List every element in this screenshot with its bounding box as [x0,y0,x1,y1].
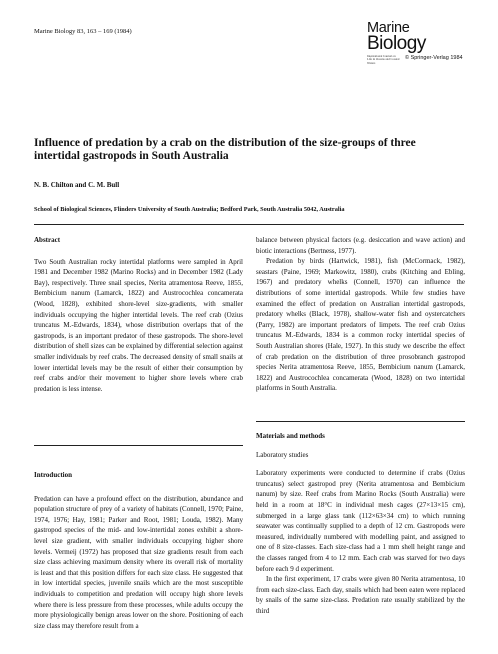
logo-line-1: Marine [367,20,410,36]
introduction-section [34,470,243,631]
abstract-rule [34,445,243,446]
methods-heading: Materials and methods [256,432,325,440]
publisher-line: © Springer-Verlag 1984 [405,55,463,61]
lab-subheading: Laboratory studies [256,450,309,459]
right-column [256,235,465,394]
abstract-heading: Abstract [34,236,61,244]
article-authors: N. B. Chilton and C. M. Bull [34,181,120,189]
methods-paragraph-1: Laboratory experiments were conducted to determine if crabs (Ozius truncatus) select gastropod prey (Nerita atramentosa and Bembicium nanum) by size. Reef crabs from Marino Rocks (South Australia) were held in a room at 18°C in individual mesh cages (27×13×15 cm), submerged in a large glass tank (112×63×34 cm) to which running seawater was continually supplied to a depth of 12 cm. Gastropods were measured, individually numbered with modelling paint, and assigned to one of 8 size-classes. Each size-class had a 1 mm shell height range and the classes ranged from 4 to 12 mm. Each crab was starved for two days before each 9 d experiment. [256,469,465,573]
logo-fine-print: International Journal on Life in Oceans and Coastal Waters [367,54,400,65]
methods-section [256,431,465,617]
abstract-text: Two South Australian rocky intertidal platforms were sampled in April 1981 and December 1982 (Marino Rocks) and in December 1982 (Lady Bay), respectively. Three snail species, Nerita atramentosa Reeve, 1855, Bembicium nanum (Lamarck, 1822) and Austrocochlea concamerata (Wood, 1828), exhibited shore-level size-gradients, with smaller individuals occupying the higher intertidal levels. The reef crab (Ozius truncatus M.-Edwards, 1834), whose distribution overlaps that of the gastropods, is an important predator of these gastropods. The shore-level distribution of shell sizes can be explained by differential selection against smaller individuals by reef crabs. The decreased density of small snails at lower intertidal levels may be the result of either their consumption by reef crabs and/or their movement to higher shore levels where crab predation is less intense. [34,257,243,393]
methods-rule [256,421,465,422]
continued-text: balance between physical factors (e.g. desiccation and wave action) and biotic interactions (Bertness, 1977). [256,236,465,255]
header-rule [34,224,464,225]
logo-line-2: Biology [367,33,426,54]
abstract-section [34,235,243,394]
journal-logo [367,20,467,65]
article-title: Influence of predation by a crab on the distribution of the size-groups of three intertidal gastropods in South Australia [34,137,416,162]
introduction-heading: Introduction [34,471,72,479]
intro-paragraph-2: Predation by birds (Hartwick, 1981), fish (McCormack, 1982), seastars (Paine, 1969; Markowitz, 1980), crabs (Kitching and Ebling, 1967) and predatory whelks (Connell, 1970) can influence the distributions of some intertidal gastropods. While few studies have examined the effect of predation on Australian intertidal gastropods, predatory whelks (Black, 1978), shallow-water fish and oystercatchers (Parry, 1982) are important predators of limpets. The reef crab Ozius truncatus M.-Edwards, 1834 is a common rocky intertidal species of South Australian shores (Hale, 1927). In this study we describe the effect of crab predation on the distribution of three prosobranch gastropod species Nerita atramentosa Reeve, 1855, Bembicium nanum (Lamarck, 1822) and Austrocochlea concamerata (Wood, 1828) on two intertidal platforms in South Australia. [256,257,465,393]
running-head: Marine Biology 83, 163 – 169 (1984) [34,28,132,35]
introduction-text: Predation can have a profound effect on the distribution, abundance and population structure of prey of a variety of habitats (Connell, 1970; Paine, 1974, 1976; Hay, 1981; Parker and Root, 1981; Louda, 1982). Many gastropod species of the mid- and low-intertidal zones exhibit a shore-level size gradient, with smaller individuals occupying higher shore levels. Vermeij (1972) has proposed that size gradients result from each size class achieving maximum density where its overall risk of mortality is least and that this position differs for each size class. He suggested that in low intertidal species, juvenile snails which are the most susceptible individuals to competition and predation will occupy high shore levels where there is less pressure from these processes, while adults occupy the more physiologically benign areas lower on the shore. Positioning of each size class may therefore result from a [34,494,243,630]
article-affiliation: School of Biological Sciences, Flinders University of South Australia; Bedford Park, South Australia 5042, Australia [34,206,345,213]
methods-paragraph-2: In the first experiment, 17 crabs were given 80 Nerita atramentosa, 10 from each size-class. Each day, snails which had been eaten were replaced by snails of the same size-class. Predation rate usually stabilized by the third [256,575,465,615]
